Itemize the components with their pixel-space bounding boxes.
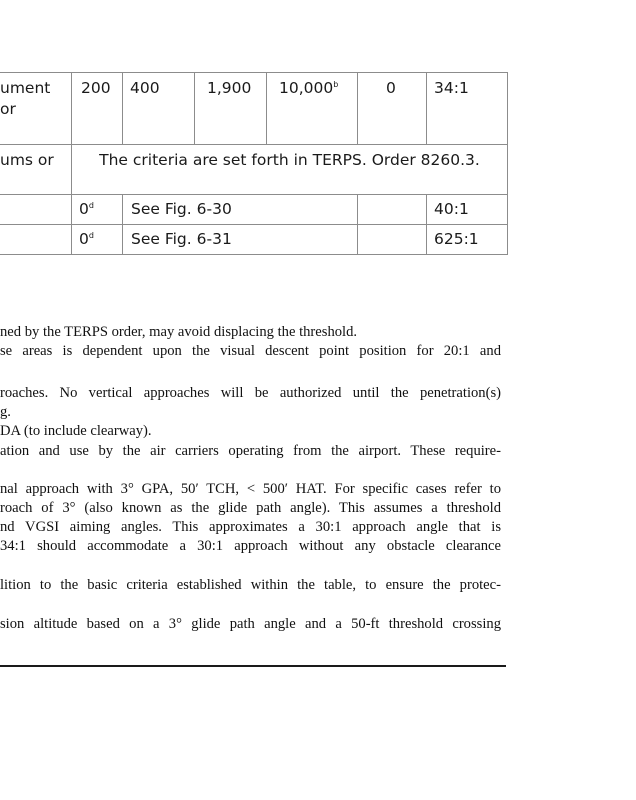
footnote-marker: b — [333, 79, 339, 89]
table-cell — [79, 229, 94, 250]
table-cell — [79, 199, 94, 220]
footnote-rule — [0, 665, 506, 667]
footnote-line: ned by the TERPS order, may avoid displacing the threshold. — [0, 324, 358, 340]
row-label-line: or — [0, 100, 16, 118]
spanning-cell: The criteria are set forth in TERPS. Order 8260.3. — [99, 151, 480, 169]
table-border-top — [0, 72, 508, 73]
col-divider — [357, 194, 358, 255]
cell-value: 0 — [79, 200, 89, 218]
footnote-line: roaches. No vertical approaches will be authorized until the penetration(s) — [0, 385, 501, 401]
footnote-line: lition to the basic criteria established within the table, to ensure the protec- — [0, 577, 501, 593]
row-label-line: ument — [0, 79, 51, 97]
footnote-marker: d — [88, 230, 94, 240]
col-divider — [426, 72, 427, 144]
footnote-line: 34:1 should accommodate a 30:1 approach without any obstacle clearance — [0, 538, 501, 554]
col-divider — [122, 72, 123, 144]
col-divider — [357, 72, 358, 144]
col-divider — [122, 194, 123, 255]
cell-value: 0 — [79, 230, 89, 248]
footnote-line: nal approach with 3° GPA, 50′ TCH, < 500′ HAT. For specific cases refer to — [0, 481, 501, 497]
table-cell: 40:1 — [434, 200, 469, 218]
footnote-line: se areas is dependent upon the visual descent point position for 20:1 and — [0, 343, 501, 359]
col-divider — [194, 72, 195, 144]
table-border-bottom — [0, 254, 508, 255]
table-cell: 400 — [130, 79, 160, 97]
footnote-line: g. — [0, 404, 11, 420]
table-cell: 1,900 — [207, 79, 252, 97]
col-divider — [426, 194, 427, 255]
table-border-right — [507, 72, 508, 255]
footnote-line: ation and use by the air carriers operating from the airport. These require- — [0, 443, 501, 459]
footnote-line: roach of 3° (also known as the glide path angle). This assumes a threshold — [0, 500, 501, 516]
footnote-line: DA (to include clearway). — [0, 423, 152, 439]
footnote-line: nd VGSI aiming angles. This approximates a 30:1 approach angle that is — [0, 519, 501, 535]
footnote-line: sion altitude based on a 3° glide path angle and a 50-ft threshold crossing — [0, 616, 501, 632]
figure-reference: See Fig. 6-30 — [131, 200, 232, 218]
table-cell — [279, 78, 338, 99]
criteria-table — [0, 72, 508, 255]
row-divider — [0, 194, 508, 195]
footnote-marker: d — [88, 200, 94, 210]
row-label-line: ums or — [0, 151, 54, 169]
row-divider — [0, 224, 508, 225]
table-cell: 34:1 — [434, 79, 469, 97]
table-cell: 0 — [386, 79, 396, 97]
row-divider — [0, 144, 508, 145]
figure-reference: See Fig. 6-31 — [131, 230, 232, 248]
table-cell: 625:1 — [434, 230, 479, 248]
table-cell: 200 — [81, 79, 111, 97]
col-divider — [266, 72, 267, 144]
cell-value: 10,000 — [279, 79, 334, 97]
